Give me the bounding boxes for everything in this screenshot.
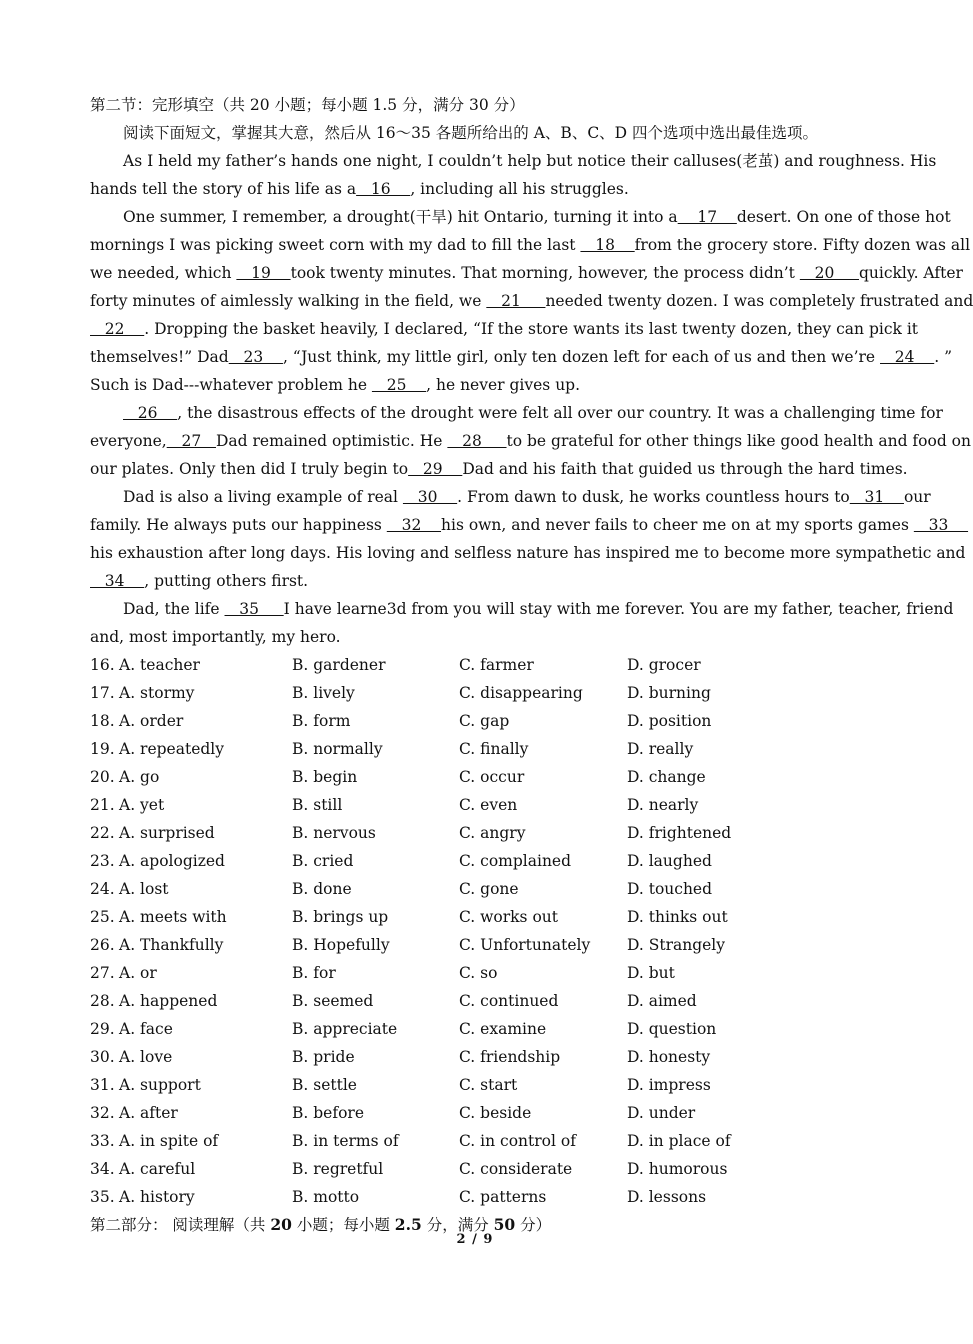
option-b: B. normally [292, 740, 383, 758]
passage-line: family. He always puts our happiness 32 his own, and never fails to cheer me on at my sports games 33 [90, 516, 969, 534]
option-d: D. lessons [627, 1188, 707, 1206]
option-b: B. lively [292, 684, 355, 702]
passage-line: and, most importantly, my hero. [90, 628, 341, 646]
passage-line: his exhaustion after long days. His loving and selfless nature has inspired me to become more sympathetic and [90, 544, 966, 562]
option-c: C. beside [459, 1104, 532, 1122]
blank-26: 26 [123, 404, 178, 422]
option-d: D. position [627, 712, 712, 730]
passage-line: Such is Dad---whatever problem he 25 , he never gives up. [90, 376, 581, 394]
option-a: A. history [119, 1188, 195, 1206]
cloze-passage [90, 147, 973, 651]
option-b: B. seemed [292, 992, 374, 1010]
option-d: D. really [627, 740, 694, 758]
question-row [90, 1099, 860, 1127]
blank-19: 19 [236, 264, 291, 282]
option-a: A. lost [119, 880, 169, 898]
option-b: B. in terms of [292, 1132, 399, 1150]
instruction: 阅读下面短文，掌握其大意，然后从 16～35 各题所给出的 A、B、C、D 四个选项中选出最佳选项。 [123, 124, 819, 142]
option-a: A. after [119, 1104, 178, 1122]
option-a: A. or [119, 964, 157, 982]
question-row [90, 1183, 860, 1211]
passage-line: we needed, which 19 took twenty minutes. That morning, however, the process didn’t 20 quickly. After [90, 264, 963, 282]
option-d: D. aimed [627, 992, 697, 1010]
option-c: C. gone [459, 880, 519, 898]
passage-line: forty minutes of aimlessly walking in the field, we 21 needed twenty dozen. I was completely frustrated and [90, 292, 973, 310]
blank-23: 23 [228, 348, 283, 366]
question-number: 17. [90, 684, 115, 702]
option-d: D. impress [627, 1076, 711, 1094]
question-row [90, 819, 860, 847]
blank-24: 24 [880, 348, 935, 366]
blank-28: 28 [447, 432, 507, 450]
passage-line: mornings I was picking sweet corn with my dad to fill the last 18 from the grocery store. Fifty dozen was all [90, 236, 971, 254]
passage-line: 34 , putting others first. [90, 572, 309, 590]
question-row [90, 1127, 860, 1155]
passage-line: our plates. Only then did I truly begin to 29 Dad and his faith that guided us through the hard times. [90, 460, 908, 478]
question-number: 20. [90, 768, 115, 786]
passage-line: One summer, I remember, a drought(干旱) hit Ontario, turning it into a 17 desert. On one of those hot [123, 208, 951, 226]
option-d: D. honesty [627, 1048, 711, 1066]
question-number: 21. [90, 796, 115, 814]
option-b: B. before [292, 1104, 364, 1122]
option-b: B. form [292, 712, 351, 730]
option-d: D. touched [627, 880, 713, 898]
blank-22: 22 [90, 320, 145, 338]
option-c: C. continued [459, 992, 559, 1010]
section-header: 第二节：完形填空（共 20 小题；每小题 1.5 分，满分 30 分） [90, 96, 525, 114]
option-c: C. complained [459, 852, 572, 870]
option-c: C. disappearing [459, 684, 583, 702]
option-a: A. careful [119, 1160, 196, 1178]
question-number: 31. [90, 1076, 115, 1094]
option-d: D. frightened [627, 824, 732, 842]
option-a: A. order [119, 712, 184, 730]
question-number: 23. [90, 852, 115, 870]
question-row [90, 735, 860, 763]
option-b: B. motto [292, 1188, 360, 1206]
option-d: D. Strangely [627, 936, 726, 954]
question-options-list [90, 651, 860, 1211]
question-number: 29. [90, 1020, 115, 1038]
question-number: 28. [90, 992, 115, 1010]
option-b: B. Hopefully [292, 936, 390, 954]
option-d: D. grocer [627, 656, 701, 674]
question-number: 34. [90, 1160, 115, 1178]
question-row [90, 875, 860, 903]
blank-25: 25 [371, 376, 427, 394]
option-c: C. finally [459, 740, 529, 758]
option-c: C. start [459, 1076, 518, 1094]
passage-line: Dad, the life 35 I have learne3d from you will stay with me forever. You are my father, teacher, friend [123, 600, 954, 618]
option-d: D. thinks out [627, 908, 728, 926]
blank-34: 34 [90, 572, 145, 590]
question-row [90, 1043, 860, 1071]
question-row [90, 987, 860, 1015]
option-c: C. friendship [459, 1048, 561, 1066]
question-row [90, 931, 860, 959]
question-row [90, 1015, 860, 1043]
option-a: A. yet [119, 796, 165, 814]
option-c: C. even [459, 796, 518, 814]
question-number: 25. [90, 908, 115, 926]
option-a: A. go [119, 768, 160, 786]
option-a: A. happened [119, 992, 218, 1010]
blank-32: 32 [386, 516, 442, 534]
option-d: D. question [627, 1020, 717, 1038]
question-row [90, 763, 860, 791]
exam-page [90, 91, 973, 1239]
blank-35: 35 [224, 600, 284, 618]
option-d: D. in place of [627, 1132, 731, 1150]
option-d: D. nearly [627, 796, 699, 814]
option-a: A. in spite of [119, 1132, 219, 1150]
blank-16: 16 [356, 180, 411, 198]
passage-line: everyone, 27 Dad remained optimistic. He 28 to be grateful for other things like good health and food on [90, 432, 971, 450]
question-number: 22. [90, 824, 115, 842]
option-c: C. works out [459, 908, 558, 926]
passage-line: 22 . Dropping the basket heavily, I declared, “If the store wants its last twenty dozen, they can pick it [90, 320, 919, 338]
option-b: B. still [292, 796, 343, 814]
blank-27: 27 [166, 432, 216, 450]
option-d: D. laughed [627, 852, 712, 870]
option-c: C. farmer [459, 656, 534, 674]
blank-30: 30 [402, 488, 458, 506]
option-c: C. in control of [459, 1132, 576, 1150]
option-b: B. pride [292, 1048, 355, 1066]
part-two-header: 第二部分： 阅读理解（共 20 小题；每小题 2.5 分，满分 50 分） [90, 1215, 552, 1234]
question-number: 30. [90, 1048, 115, 1066]
option-b: B. done [292, 880, 352, 898]
question-row [90, 679, 860, 707]
blank-21: 21 [486, 292, 546, 310]
option-a: A. Thankfully [119, 936, 224, 954]
passage-line: As I held my father’s hands one night, I couldn’t help but notice their calluses(老茧) and roughness. His [123, 152, 937, 170]
option-a: A. stormy [119, 684, 195, 702]
option-a: A. repeatedly [119, 740, 225, 758]
question-number: 33. [90, 1132, 115, 1150]
option-a: A. face [119, 1020, 173, 1038]
question-row [90, 651, 860, 679]
blank-20: 20 [799, 264, 859, 282]
option-a: A. apologized [119, 852, 225, 870]
option-c: C. considerate [459, 1160, 573, 1178]
option-a: A. teacher [119, 656, 200, 674]
blank-31: 31 [849, 488, 904, 506]
question-row [90, 1155, 860, 1183]
option-c: C. patterns [459, 1188, 547, 1206]
option-c: C. occur [459, 768, 525, 786]
option-a: A. love [119, 1048, 173, 1066]
passage-line: themselves!” Dad 23 , “Just think, my little girl, only ten dozen left for each of us and then we’re 24 . ” [90, 348, 953, 366]
option-c: C. examine [459, 1020, 547, 1038]
option-c: C. gap [459, 712, 510, 730]
option-b: B. regretful [292, 1160, 384, 1178]
blank-33: 33 [913, 516, 969, 534]
option-b: B. for [292, 964, 336, 982]
option-b: B. brings up [292, 908, 389, 926]
question-number: 24. [90, 880, 115, 898]
option-a: A. surprised [119, 824, 215, 842]
option-b: B. settle [292, 1076, 357, 1094]
passage-line: Dad is also a living example of real 30 . From dawn to dusk, he works countless hours to 31 our [123, 488, 931, 506]
question-number: 18. [90, 712, 115, 730]
option-d: D. but [627, 964, 675, 982]
option-a: A. support [119, 1076, 201, 1094]
option-c: C. angry [459, 824, 526, 842]
question-number: 19. [90, 740, 115, 758]
passage-line: 26 , the disastrous effects of the drought were felt all over our country. It was a challenging time for [123, 404, 943, 422]
question-row [90, 1071, 860, 1099]
blank-18: 18 [580, 236, 635, 254]
blank-29: 29 [408, 460, 463, 478]
option-a: A. meets with [119, 908, 227, 926]
page-number: 2 / 9 [456, 1232, 494, 1247]
question-number: 32. [90, 1104, 115, 1122]
passage-line: hands tell the story of his life as a 16 , including all his struggles. [90, 180, 629, 198]
option-b: B. cried [292, 852, 354, 870]
option-b: B. begin [292, 768, 358, 786]
option-d: D. burning [627, 684, 711, 702]
question-row [90, 959, 860, 987]
option-b: B. appreciate [292, 1020, 398, 1038]
question-row [90, 707, 860, 735]
question-row [90, 903, 860, 931]
option-b: B. nervous [292, 824, 376, 842]
option-c: C. so [459, 964, 498, 982]
question-number: 27. [90, 964, 115, 982]
option-d: D. change [627, 768, 706, 786]
question-number: 35. [90, 1188, 115, 1206]
question-row [90, 847, 860, 875]
option-c: C. Unfortunately [459, 936, 591, 954]
question-number: 26. [90, 936, 115, 954]
option-b: B. gardener [292, 656, 386, 674]
question-row [90, 791, 860, 819]
option-d: D. under [627, 1104, 696, 1122]
question-number: 16. [90, 656, 115, 674]
option-d: D. humorous [627, 1160, 728, 1178]
blank-17: 17 [677, 208, 737, 226]
